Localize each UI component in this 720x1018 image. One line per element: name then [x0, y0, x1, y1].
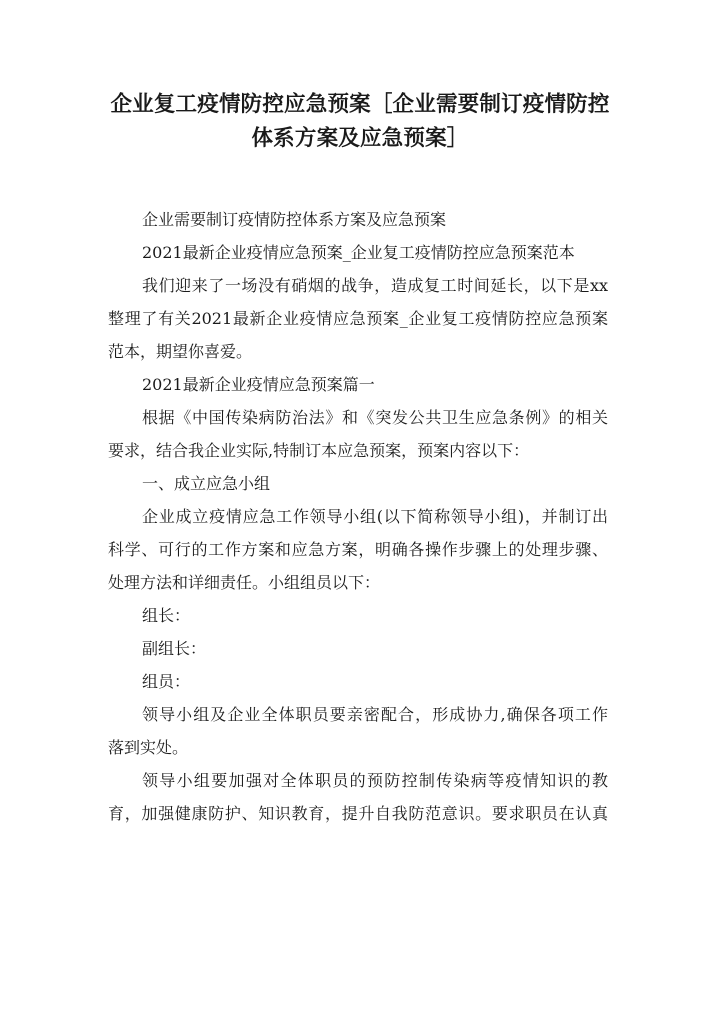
title-line-1: 企业复工疫情防控应急预案［企业需要制订疫情防控 [110, 92, 610, 117]
text-line: 一、成立应急小组 [142, 474, 271, 493]
paragraph-leader [108, 599, 608, 632]
title-line-2: 体系方案及应急预案］ [251, 126, 469, 151]
text-line: 组员： [142, 672, 191, 691]
text-line: 领导小组要加强对全体职员的预防控制传染病等疫情知识的教 [142, 771, 608, 790]
text-line: 我们迎来了一场没有硝烟的战争，造成复工时间延长，以下是xx [142, 276, 608, 295]
paragraph-members [108, 665, 608, 698]
text-line: 副组长： [142, 639, 207, 658]
paragraph-intro [108, 269, 608, 368]
paragraph-cooperation [108, 698, 608, 764]
paragraph-section-title [108, 368, 608, 401]
paragraph-deputy-leader [108, 632, 608, 665]
paragraph-heading-1 [108, 467, 608, 500]
text-line: 范本，期望你喜爱。 [108, 342, 253, 361]
paragraph-leadership-group [108, 500, 608, 599]
text-line: 科学、可行的工作方案和应急方案，明确各操作步骤上的处理步骤、 [108, 540, 608, 559]
paragraph-heading [108, 236, 608, 269]
document-body [108, 203, 608, 830]
text-line: 根据《中国传染病防治法》和《突发公共卫生应急条例》的相关 [142, 408, 608, 427]
paragraph-subtitle [108, 203, 608, 236]
text-line: 整理了有关2021最新企业疫情应急预案_企业复工疫情防控应急预案 [108, 309, 608, 328]
text-line: 组长： [142, 606, 191, 625]
paragraph-basis [108, 401, 608, 467]
text-line: 领导小组及企业全体职员要亲密配合，形成协力,确保各项工作 [142, 705, 608, 724]
text-line: 2021最新企业疫情应急预案_企业复工疫情防控应急预案范本 [142, 243, 575, 262]
text-line: 企业需要制订疫情防控体系方案及应急预案 [142, 210, 447, 229]
text-line: 2021最新企业疫情应急预案篇一 [142, 375, 375, 394]
text-line: 处理方法和详细责任。小组组员以下： [108, 573, 381, 592]
text-line: 要求，结合我企业实际,特制订本应急预案，预案内容以下： [108, 441, 530, 460]
text-line: 企业成立疫情应急工作领导小组(以下简称领导小组)，并制订出 [142, 507, 608, 526]
text-line: 育，加强健康防护、知识教育，提升自我防范意识。要求职员在认真 [108, 804, 608, 823]
text-line: 落到实处。 [108, 738, 189, 757]
paragraph-education [108, 764, 608, 830]
document-title [100, 88, 620, 156]
